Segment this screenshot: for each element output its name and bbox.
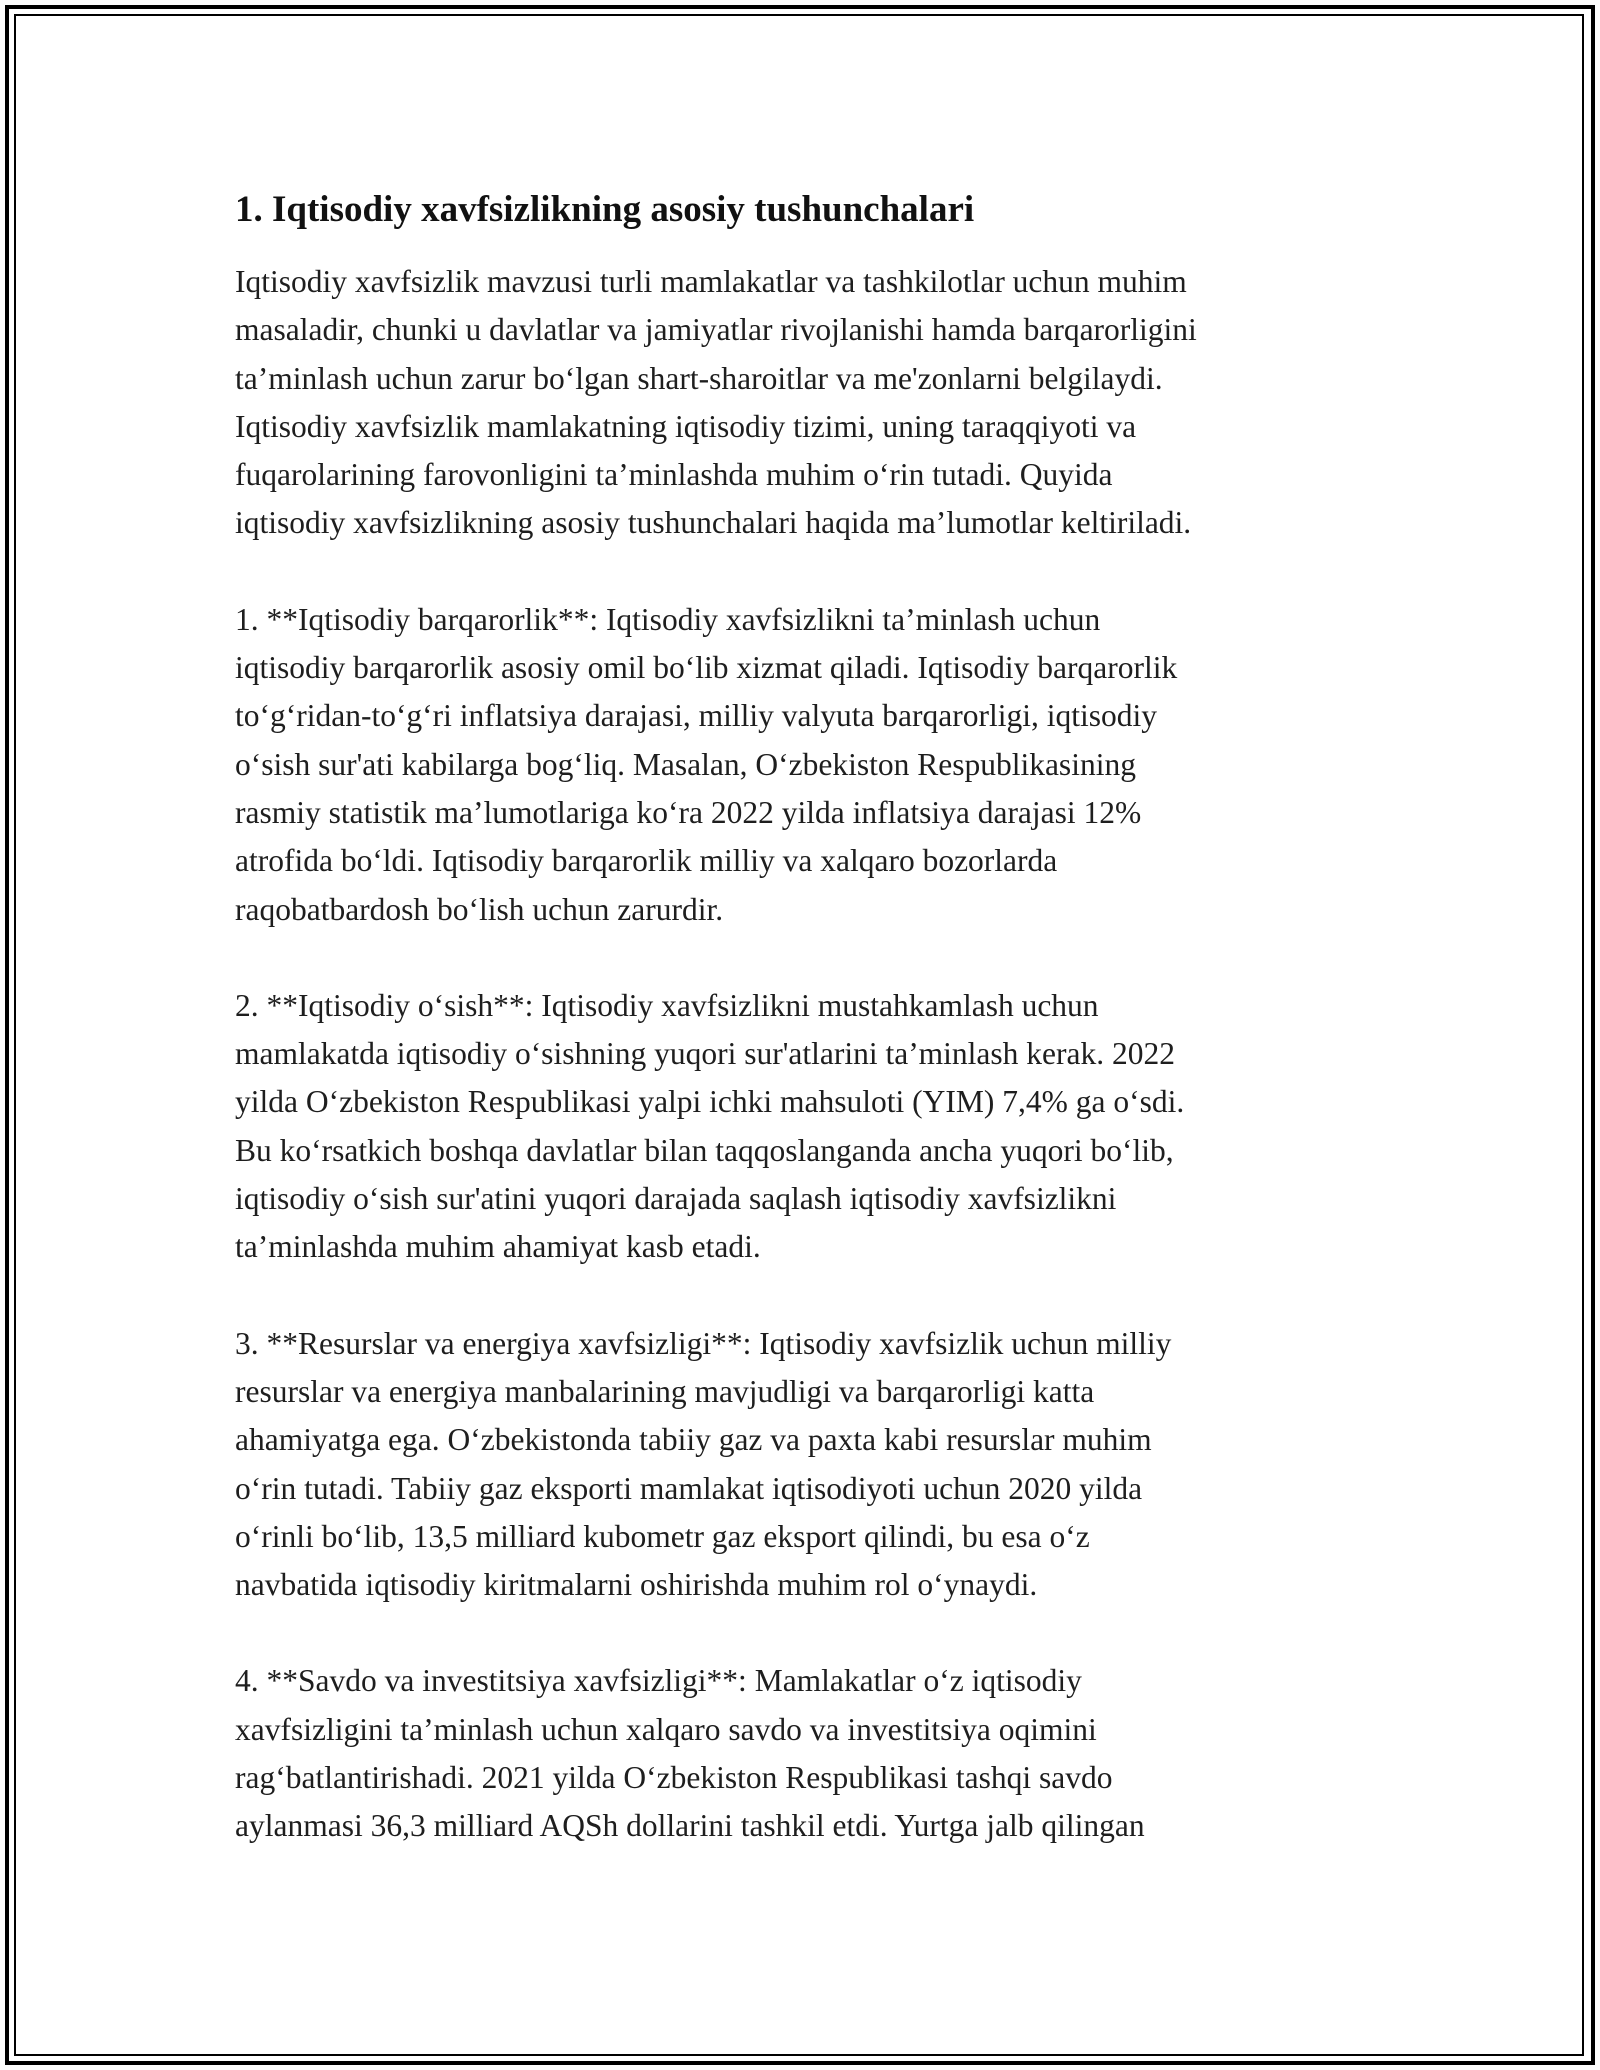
text-line: mamlakatda iqtisodiy o‘sishning yuqori sur'atlarini ta’minlash kerak. 2022 — [235, 1036, 1176, 1072]
text-line: 2. **Iqtisodiy o‘sish**: Iqtisodiy xavfsizlikni mustahkamlash uchun — [235, 987, 1099, 1023]
section-heading: 1. Iqtisodiy xavfsizlikning asosiy tushunchalari — [235, 189, 975, 230]
text-line: ahamiyatga ega. O‘zbekistonda tabiiy gaz va paxta kabi resurslar muhim — [235, 1422, 1152, 1458]
text-line: xavfsizligini ta’minlash uchun xalqaro savdo va investitsiya oqimini — [235, 1711, 1097, 1747]
intro-paragraph — [235, 258, 1365, 548]
text-line: Iqtisodiy xavfsizlik mavzusi turli mamlakatlar va tashkilotlar uchun muhim — [235, 264, 1187, 299]
text-line: ta’minlashda muhim ahamiyat kasb etadi. — [235, 1229, 761, 1265]
text-line: iqtisodiy barqarorlik asosiy omil bo‘lib xizmat qiladi. Iqtisodiy barqarorlik — [235, 650, 1178, 686]
text-line: Bu ko‘rsatkich boshqa davlatlar bilan taqqoslanganda ancha yuqori bo‘lib, — [235, 1132, 1174, 1168]
text-line: raqobatbardosh bo‘lish uchun zarurdir. — [235, 891, 724, 927]
text-line: 3. **Resurslar va energiya xavfsizligi**: Iqtisodiy xavfsizlik uchun milliy — [235, 1325, 1172, 1361]
text-line: rasmiy statistik ma’lumotlariga ko‘ra 2022 yilda inflatsiya darajasi 12% — [235, 794, 1142, 830]
item-paragraph-4 — [235, 1657, 1365, 1850]
text-line: ta’minlash uchun zarur bo‘lgan shart-sharoitlar va me'zonlarni belgilaydi. — [235, 360, 1163, 396]
text-line: iqtisodiy xavfsizlikning asosiy tushunchalari haqida ma’lumotlar keltiriladi. — [235, 505, 1192, 541]
text-line: resurslar va energiya manbalarining mavjudligi va barqarorligi katta — [235, 1373, 1095, 1409]
text-line: aylanmasi 36,3 milliard AQSh dollarini tashkil etdi. Yurtga jalb qilingan — [235, 1808, 1145, 1844]
text-line: 1. **Iqtisodiy barqarorlik**: Iqtisodiy xavfsizlikni ta’minlash uchun — [235, 601, 1101, 637]
text-line: masaladir, chunki u davlatlar va jamiyatlar rivojlanishi hamda barqarorligini — [235, 312, 1197, 348]
text-line: o‘rinli bo‘lib, 13,5 milliard kubometr gaz eksport qilindi, bu esa o‘z — [235, 1518, 1090, 1554]
item-paragraph-1 — [235, 596, 1365, 934]
text-line: fuqarolarining farovonligini ta’minlashda muhim o‘rin tutadi. Quyida — [235, 457, 1113, 493]
text-line: rag‘batlantirishadi. 2021 yilda O‘zbekiston Respublikasi tashqi savdo — [235, 1760, 1113, 1796]
item-paragraph-2 — [235, 982, 1365, 1272]
text-line: o‘sish sur'ati kabilarga bog‘liq. Masalan, O‘zbekiston Respublikasining — [235, 746, 1136, 782]
text-line: o‘rin tutadi. Tabiiy gaz eksporti mamlakat iqtisodiyoti uchun 2020 yilda — [235, 1470, 1143, 1506]
text-line: 4. **Savdo va investitsiya xavfsizligi**: Mamlakatlar o‘z iqtisodiy — [235, 1663, 1082, 1699]
document-body — [235, 186, 1365, 1899]
text-line: atrofida bo‘ldi. Iqtisodiy barqarorlik milliy va xalqaro bozorlarda — [235, 843, 1058, 879]
text-line: Iqtisodiy xavfsizlik mamlakatning iqtisodiy tizimi, uning taraqqiyoti va — [235, 408, 1137, 444]
text-line: yilda O‘zbekiston Respublikasi yalpi ichki mahsuloti (YIM) 7,4% ga o‘sdi. — [235, 1084, 1185, 1120]
item-paragraph-3 — [235, 1320, 1365, 1610]
text-line: to‘g‘ridan-to‘g‘ri inflatsiya darajasi, milliy valyuta barqarorligi, iqtisodiy — [235, 698, 1158, 734]
text-line: iqtisodiy o‘sish sur'atini yuqori darajada saqlash iqtisodiy xavfsizlikni — [235, 1181, 1117, 1217]
text-line: navbatida iqtisodiy kiritmalarni oshirishda muhim rol o‘ynaydi. — [235, 1567, 1038, 1603]
